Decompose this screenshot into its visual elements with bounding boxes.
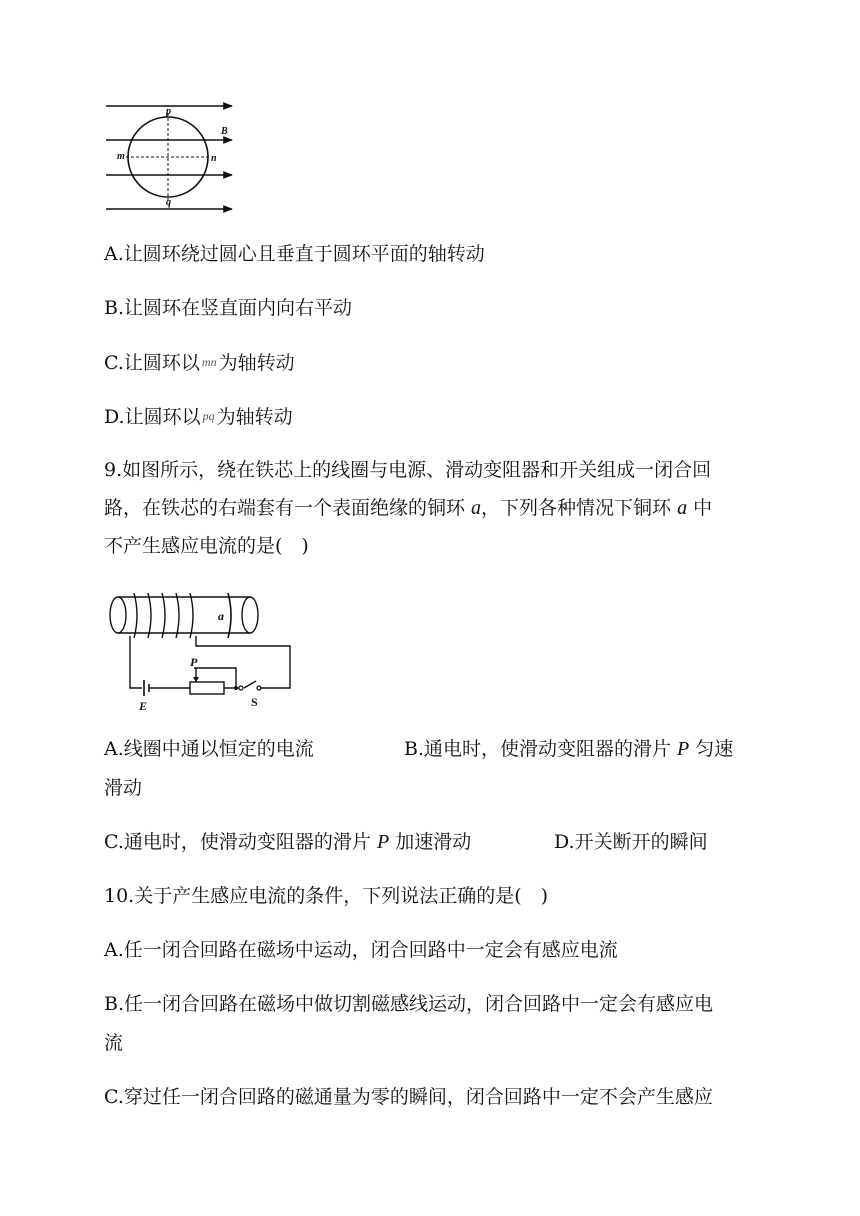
q9-option-a <box>104 735 314 763</box>
stem-text: 中 <box>687 497 713 519</box>
option-text: C.通电时，使滑动变阻器的滑片 <box>104 831 377 853</box>
battery <box>144 680 149 696</box>
q9-option-c <box>104 828 471 856</box>
option-text: C.穿过任一闭合回路的磁通量为零的瞬间，闭合回路中一定不会产生感应 <box>104 1086 713 1108</box>
option-text: 加速滑动 <box>389 831 472 853</box>
stem-text: 路，在铁芯的右端套有一个表面绝缘的铜环 <box>104 497 472 519</box>
option-text: 匀速 <box>689 738 734 760</box>
option-text: B.通电时，使滑动变阻器的滑片 <box>404 738 678 760</box>
rheostat <box>190 682 224 694</box>
label-E: E <box>139 699 148 713</box>
q8-option-b <box>104 294 352 322</box>
stem-text: ，下列各种情况下铜环 <box>481 497 678 519</box>
ring-variable: a <box>677 497 688 519</box>
q8-option-c <box>104 348 295 376</box>
q9-stem-line-1 <box>104 456 711 484</box>
q8-option-d <box>104 402 293 430</box>
option-text: B.任一闭合回路在磁场中做切割磁感线运动，闭合回路中一定会有感应电 <box>104 993 714 1015</box>
label-S: S <box>251 695 258 709</box>
copper-ring-a <box>228 593 231 638</box>
core-left-end <box>110 597 126 633</box>
q9-stem-line-3 <box>104 532 309 560</box>
q9-option-d <box>554 828 708 856</box>
label-m: m <box>117 151 125 162</box>
q9-option-b <box>404 735 733 763</box>
coil-circuit-figure <box>104 588 299 713</box>
option-text-end: 为轴转动 <box>218 352 295 374</box>
option-text: A.任一闭合回路在磁场中运动，闭合回路中一定会有感应电流 <box>104 939 618 961</box>
label-a: a <box>218 609 224 623</box>
stem-text: 不产生感应电流的是( ) <box>104 535 309 557</box>
q9-stem-line-2 <box>104 494 712 522</box>
stem-text: 9.如图所示，绕在铁芯上的线圈与电源、滑动变阻器和开关组成一闭合回 <box>104 459 712 481</box>
option-text: A.线圈中通以恒定的电流 <box>104 738 314 760</box>
circuit-wires <box>130 636 290 688</box>
option-text: 让圆环在竖直面内向右平动 <box>124 297 353 319</box>
option-text: D.开关断开的瞬间 <box>554 831 708 853</box>
option-letter: A. <box>104 243 124 265</box>
option-text: 让圆环以 <box>123 352 200 374</box>
ring-in-field-figure <box>100 95 240 220</box>
q10-option-c <box>104 1083 713 1111</box>
label-p: p <box>166 106 171 117</box>
label-n: n <box>211 153 217 164</box>
option-text: 滑动 <box>104 777 143 799</box>
axis-variable: pq <box>202 409 215 423</box>
q10-option-b-continued <box>104 1029 123 1057</box>
option-text: 让圆环以 <box>124 406 201 428</box>
axis-variable: mn <box>201 355 217 369</box>
option-letter: B. <box>104 297 125 319</box>
q10-option-b <box>104 990 713 1018</box>
q10-stem <box>104 882 548 910</box>
q8-option-a <box>104 240 485 268</box>
slider-variable: P <box>677 738 690 760</box>
coil <box>134 593 193 638</box>
option-letter: C. <box>104 352 124 374</box>
option-text: 让圆环绕过圆心且垂直于圆环平面的轴转动 <box>123 243 485 265</box>
q9-option-b-continued <box>104 774 142 802</box>
option-text-end: 为轴转动 <box>216 406 293 428</box>
label-B: B <box>221 126 228 137</box>
label-q: q <box>166 197 171 208</box>
ring-variable: a <box>471 497 482 519</box>
stem-text: 10.关于产生感应电流的条件，下列说法正确的是( ) <box>104 885 549 907</box>
label-P: P <box>190 655 198 669</box>
core-right-end <box>242 597 258 633</box>
option-text: 流 <box>104 1032 124 1054</box>
slider-variable: P <box>376 831 390 853</box>
q10-option-a <box>104 936 618 964</box>
option-letter: D. <box>104 406 125 428</box>
